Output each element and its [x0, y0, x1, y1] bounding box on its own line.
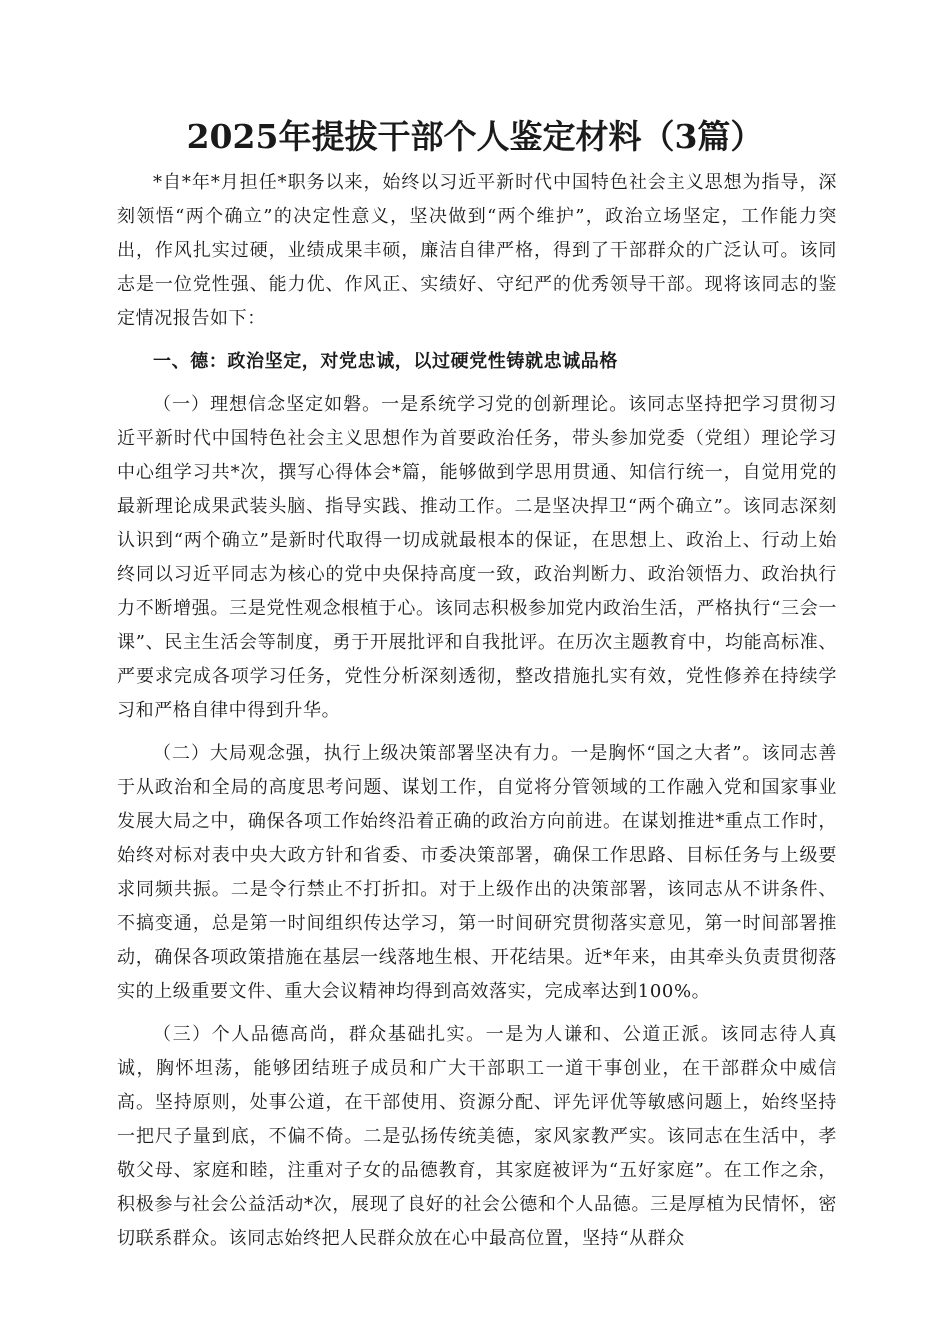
document-body	[117, 166, 837, 1265]
intro-paragraph: *自*年*月担任*职务以来，始终以习近平新时代中国特色社会主义思想为指导，深刻领悟“两个确立”的决定性意义，坚决做到“两个维护”，政治立场坚定，工作能力突出，作风扎实过硬，业绩成果丰硕，廉洁自律严格，得到了干部群众的广泛认可。该同志是一位党性强、能力优、作风正、实绩好、守纪严的优秀领导干部。现将该同志的鉴定情况报告如下：	[117, 172, 837, 329]
paragraph-1: （一）理想信念坚定如磐。一是系统学习党的创新理论。该同志坚持把学习贯彻习近平新时代中国特色社会主义思想作为首要政治任务，带头参加党委（党组）理论学习中心组学习共*次，撰写心得体会*篇，能够做到学思用贯通、知信行统一，自觉用党的最新理论成果武装头脑、指导实践、推动工作。二是坚决捍卫“两个确立”。该同志深刻认识到“两个确立”是新时代取得一切成就最根本的保证，在思想上、政治上、行动上始终同以习近平同志为核心的党中央保持高度一致，政治判断力、政治领悟力、政治执行力不断增强。三是党性观念根植于心。该同志积极参加党内政治生活，严格执行“三会一课”、民主生活会等制度，勇于开展批评和自我批评。在历次主题教育中，均能高标准、严要求完成各项学习任务，党性分析深刻透彻，整改措施扎实有效，党性修养在持续学习和严格自律中得到升华。	[117, 394, 837, 721]
paragraph-2: （二）大局观念强，执行上级决策部署坚决有力。一是胸怀“国之大者”。该同志善于从政治和全局的高度思考问题、谋划工作，自觉将分管领域的工作融入党和国家事业发展大局之中，确保各项工作始终沿着正确的政治方向前进。在谋划推进*重点工作时，始终对标对表中央大政方针和省委、市委决策部署，确保工作思路、目标任务与上级要求同频共振。二是令行禁止不打折扣。对于上级作出的决策部署，该同志从不讲条件、不搞变通，总是第一时间组织传达学习，第一时间研究贯彻落实意见，第一时间部署推动，确保各项政策措施在基层一线落地生根、开花结果。近*年来，由其牵头负责贯彻落实的上级重要文件、重大会议精神均得到高效落实，完成率达到100%。	[117, 743, 837, 1002]
paragraph-3: （三）个人品德高尚，群众基础扎实。一是为人谦和、公道正派。该同志待人真诚，胸怀坦荡，能够团结班子成员和广大干部职工一道干事创业，在干部群众中威信高。坚持原则，处事公道，在干部使用、资源分配、评先评优等敏感问题上，始终坚持一把尺子量到底，不偏不倚。二是弘扬传统美德，家风家教严实。该同志在生活中，孝敬父母、家庭和睦，注重对子女的品德教育，其家庭被评为“五好家庭”。在工作之余，积极参与社会公益活动*次，展现了良好的社会公德和个人品德。三是厚植为民情怀，密切联系群众。该同志始终把人民群众放在心中最高位置，坚持“从群众	[117, 1024, 837, 1249]
document-title: 2025年提拔干部个人鉴定材料（3篇）	[186, 117, 764, 156]
section-heading-1: 一、德：政治坚定，对党忠诚，以过硬党性铸就忠诚品格	[153, 351, 618, 372]
